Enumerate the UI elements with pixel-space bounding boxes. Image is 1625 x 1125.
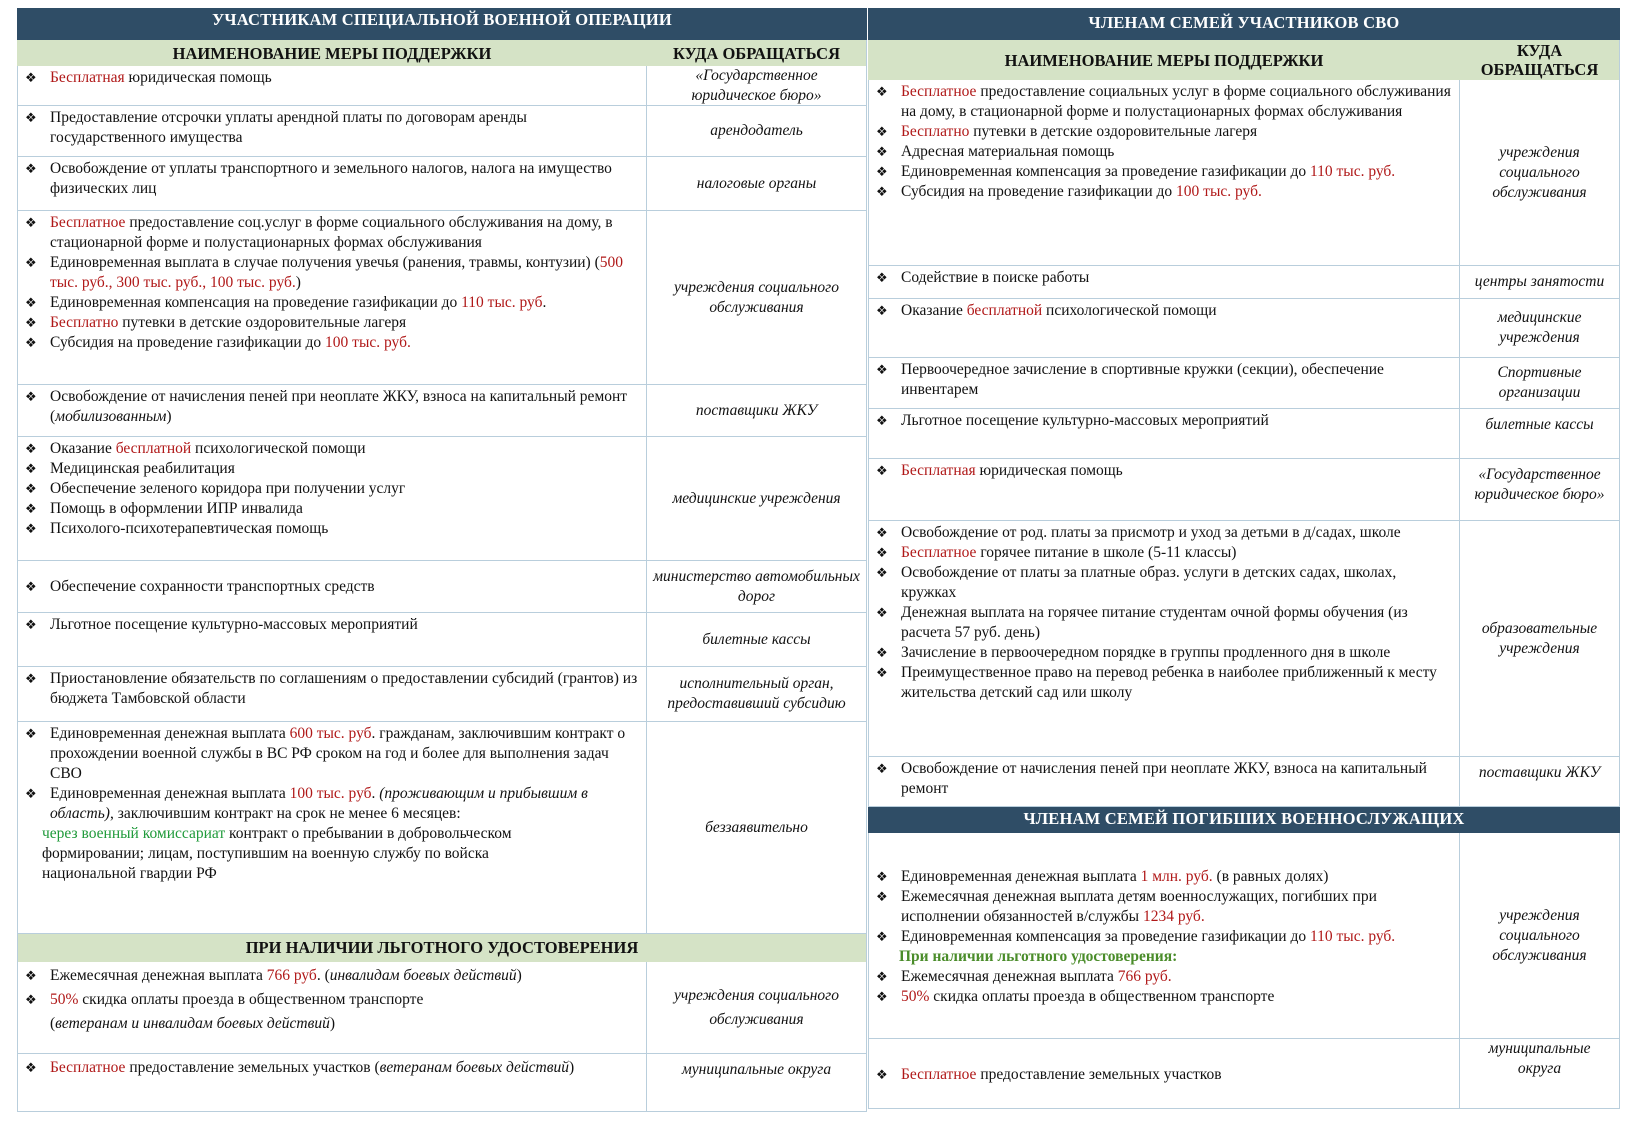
measure-text: Освобождение от уплаты транспортного и земельного налогов, налога на имущество физических лиц xyxy=(50,160,612,197)
text-span: 1 млн. руб. xyxy=(1140,868,1213,885)
list-item xyxy=(875,122,1453,142)
measure-cell xyxy=(17,561,647,612)
contact-cell: налоговые органы xyxy=(647,157,867,210)
measure-text: Освобождение от платы за платные образ. услуги в детских садах, школах, кружках xyxy=(901,564,1397,601)
list-item xyxy=(24,253,640,293)
list-item xyxy=(875,1065,1453,1085)
text-span: ветеранам боевых действий xyxy=(379,1059,569,1076)
text-span: 110 тыс. руб. xyxy=(1309,928,1396,945)
measure-text: Освобождение от начисления пеней при неоплате ЖКУ, взноса на капитальный ремонт xyxy=(901,760,1427,797)
contact-cell: билетные кассы xyxy=(1460,409,1620,458)
list-item xyxy=(875,360,1453,400)
measure-cell xyxy=(868,80,1460,265)
measure-text xyxy=(901,967,1453,987)
bullet-icon: ❖ xyxy=(25,578,37,594)
contact-cell: поставщики ЖКУ xyxy=(647,385,867,436)
bullet-icon: ❖ xyxy=(25,161,37,176)
text-span: горячее питание в школе (5-11 классы) xyxy=(976,544,1237,561)
list-item xyxy=(24,1014,640,1034)
contact-cell: медицинские учреждения xyxy=(647,437,867,560)
measure-text: Зачисление в первоочередном порядке в группы продленного дня в школе xyxy=(901,644,1391,661)
contact-cell: Спортивные организации xyxy=(1460,358,1620,408)
table-row xyxy=(868,358,1620,409)
bullet-icon: ❖ xyxy=(25,521,37,536)
measure-cell xyxy=(868,266,1460,298)
measure-text xyxy=(901,461,1453,481)
measure-text xyxy=(901,927,1453,947)
bullet-icon: ❖ xyxy=(25,70,37,85)
bullet-icon: ❖ xyxy=(876,124,888,139)
table-row xyxy=(17,157,867,211)
measure-text xyxy=(901,1065,1453,1085)
bullet-icon: ❖ xyxy=(876,84,888,99)
text-span: Ежемесячная денежная выплата xyxy=(50,967,267,984)
list-item xyxy=(875,947,1453,967)
measure-text xyxy=(901,887,1453,927)
contact-cell: билетные кассы xyxy=(647,613,867,666)
list-item xyxy=(24,159,640,199)
left-panel xyxy=(17,8,867,1112)
text-span: предоставление земельных участков xyxy=(976,1066,1222,1083)
measure-text: Льготное посещение культурно-массовых мероприятий xyxy=(901,412,1269,429)
bullet-icon: ❖ xyxy=(25,617,37,632)
measure-text xyxy=(901,162,1453,182)
measure-text xyxy=(50,253,640,293)
text-span: ) xyxy=(568,1059,575,1076)
measure-cell xyxy=(868,358,1460,408)
text-span: психологической помощи xyxy=(191,440,366,457)
text-span: Бесплатное xyxy=(50,214,126,231)
list-item xyxy=(24,990,640,1010)
measure-text: Психолого-психотерапевтическая помощь xyxy=(50,520,329,537)
bullet-icon: ❖ xyxy=(876,463,888,478)
bullet-spacer xyxy=(24,1014,50,1034)
list-item xyxy=(875,268,1453,288)
list-item xyxy=(24,213,640,253)
measure-cell xyxy=(17,722,647,933)
measure-cell xyxy=(868,409,1460,458)
text-span: . ( xyxy=(316,967,330,984)
text-span: . xyxy=(371,785,380,802)
bullet-icon: ❖ xyxy=(876,869,888,884)
list-item xyxy=(875,301,1453,321)
bullet-icon: ❖ xyxy=(876,665,888,680)
bullet-icon: ❖ xyxy=(25,441,37,456)
list-item xyxy=(875,887,1453,927)
list-item xyxy=(875,927,1453,947)
list-item xyxy=(24,615,640,635)
contact-cell: беззаявительно xyxy=(647,722,867,933)
text-span: 100 тыс. руб xyxy=(289,785,372,802)
right-banner-2: ЧЛЕНАМ СЕМЕЙ ПОГИБШИХ ВОЕННОСЛУЖАЩИХ xyxy=(868,807,1620,833)
measure-cell xyxy=(868,459,1460,520)
text-span: 1234 руб. xyxy=(1142,908,1205,925)
contact-cell: поставщики ЖКУ xyxy=(1460,757,1620,806)
text-span: Бесплатная xyxy=(50,69,125,86)
measure-text xyxy=(50,293,640,313)
measure-cell xyxy=(17,385,647,436)
bullet-icon: ❖ xyxy=(25,110,37,125)
bullet-icon: ❖ xyxy=(876,929,888,944)
measure-text: Содействие в поиске работы xyxy=(901,269,1090,286)
measure-text xyxy=(50,333,640,353)
text-span: Ежемесячная денежная выплата xyxy=(901,968,1118,985)
text-span: (в равных долях) xyxy=(1212,868,1329,885)
table-row xyxy=(17,106,867,157)
text-span: предоставление соц.услуг в форме социального обслуживания на дому, в стационарной форме и полустационарных формах обслуживания xyxy=(50,214,613,251)
text-span: ) xyxy=(516,967,522,984)
text-span: через военный комиссариат xyxy=(42,825,226,842)
measure-cell xyxy=(17,962,647,1053)
measure-text xyxy=(50,784,640,824)
measure-text xyxy=(901,82,1453,122)
list-item xyxy=(24,784,640,824)
contact-cell: муниципальные округа xyxy=(1460,1039,1620,1108)
list-item xyxy=(24,108,640,148)
bullet-icon: ❖ xyxy=(876,761,888,776)
bullet-icon: ❖ xyxy=(876,525,888,540)
table-row xyxy=(17,722,867,934)
text-span: Бесплатное xyxy=(901,1066,977,1083)
text-span: психологической помощи xyxy=(1042,302,1217,319)
list-item xyxy=(24,966,640,986)
bullet-icon: ❖ xyxy=(876,144,888,159)
text-span: контракт о пребывании в добровольческом формировании; лицам, поступившим на военную службу по войска национальной гвардии РФ xyxy=(42,825,512,882)
measure-text xyxy=(50,966,640,986)
left-subheader: ПРИ НАЛИЧИИ ЛЬГОТНОГО УДОСТОВЕРЕНИЯ xyxy=(17,934,867,962)
bullet-icon: ❖ xyxy=(876,270,888,285)
text-span: 50% xyxy=(50,991,79,1008)
measure-text: Обеспечение сохранности транспортных средств xyxy=(50,577,375,595)
text-span: Бесплатная xyxy=(901,462,976,479)
measure-text xyxy=(42,824,580,884)
list-item xyxy=(24,387,640,427)
bullet-icon: ❖ xyxy=(876,164,888,179)
bullet-icon: ❖ xyxy=(876,1067,888,1082)
list-item xyxy=(875,987,1453,1007)
text-span: Бесплатное xyxy=(50,1059,126,1076)
table-row xyxy=(17,962,867,1054)
bullet-icon: ❖ xyxy=(25,215,37,230)
table-row xyxy=(17,561,867,613)
table-row xyxy=(868,409,1620,459)
text-span: ) xyxy=(295,274,301,291)
measure-text xyxy=(50,439,640,459)
list-item xyxy=(875,867,1453,887)
measure-text xyxy=(901,543,1453,563)
measure-cell xyxy=(868,1039,1460,1108)
bullet-icon: ❖ xyxy=(25,315,37,330)
list-item xyxy=(875,523,1453,543)
bullet-icon: ❖ xyxy=(876,989,888,1004)
measure-text: При наличии льготного удостоверения: xyxy=(899,948,1178,965)
measure-text: Медицинская реабилитация xyxy=(50,460,235,477)
bullet-icon: ❖ xyxy=(25,295,37,310)
list-item xyxy=(875,603,1453,643)
text-span: . xyxy=(542,294,547,311)
bullet-icon: ❖ xyxy=(25,968,37,983)
table-row xyxy=(17,211,867,385)
contact-cell: муниципальные округа xyxy=(647,1054,867,1111)
text-span: скидка оплаты проезда в общественном транспорте xyxy=(78,991,424,1008)
measure-cell xyxy=(868,521,1460,756)
list-item xyxy=(24,293,640,313)
text-span: (проживающим и прибывшим в область) xyxy=(50,785,588,822)
measure-text xyxy=(50,1058,640,1078)
list-item xyxy=(24,499,640,519)
measure-text xyxy=(901,867,1453,887)
bullet-icon: ❖ xyxy=(25,255,37,270)
table-row xyxy=(868,521,1620,757)
text-span: Оказание xyxy=(50,440,116,457)
list-item xyxy=(875,411,1453,431)
text-span: , заключившим контракт на срок не менее 6 месяцев: xyxy=(109,805,461,822)
text-span: Бесплатно xyxy=(50,314,119,331)
text-span: 500 тыс. руб., 300 тыс. руб., 100 тыс. руб. xyxy=(50,254,624,291)
measure-cell xyxy=(17,66,647,105)
bullet-icon: ❖ xyxy=(25,786,37,801)
text-span: предоставление социальных услуг в форме социального обслуживания на дому, в стационарной форме и полустационарных формах обслуживания xyxy=(901,83,1451,120)
text-span: юридическая помощь xyxy=(975,462,1123,479)
bullet-icon: ❖ xyxy=(25,481,37,496)
measure-text: Предоставление отсрочки уплаты арендной платы по договорам аренды государственного имущества xyxy=(50,109,527,146)
measure-text xyxy=(901,182,1453,202)
measure-cell xyxy=(17,667,647,721)
bullet-icon: ❖ xyxy=(876,303,888,318)
text-span: предоставление земельных участков ( xyxy=(125,1059,380,1076)
list-item xyxy=(875,82,1453,122)
table-row xyxy=(868,459,1620,521)
bullet-icon: ❖ xyxy=(876,545,888,560)
right-header xyxy=(868,40,1620,80)
list-item xyxy=(24,724,640,784)
bullet-icon: ❖ xyxy=(25,335,37,350)
table-row xyxy=(17,385,867,437)
measure-text xyxy=(901,301,1453,321)
contact-cell: центры занятости xyxy=(1460,266,1620,298)
right-col-measure: НАИМЕНОВАНИЕ МЕРЫ ПОДДЕРЖКИ xyxy=(1004,50,1324,70)
list-item xyxy=(875,162,1453,182)
measure-cell xyxy=(868,833,1460,1038)
text-span: 766 руб. xyxy=(1117,968,1172,985)
left-col-where: КУДА ОБРАЩАТЬСЯ xyxy=(647,40,867,66)
measure-text: Обеспечение зеленого коридора при получении услуг xyxy=(50,480,406,497)
measure-cell xyxy=(17,157,647,210)
text-span: Субсидия на проведение газификации до xyxy=(50,334,326,351)
measure-text xyxy=(901,122,1453,142)
text-span: Единовременная денежная выплата xyxy=(50,725,290,742)
list-item xyxy=(24,479,640,499)
text-span: ветеранам и инвалидам боевых действий xyxy=(55,1015,330,1032)
list-item xyxy=(24,824,640,884)
list-item xyxy=(24,68,640,88)
list-item xyxy=(24,577,375,597)
contact-cell: учреждения социального обслуживания xyxy=(1460,80,1620,265)
bullet-icon: ❖ xyxy=(25,671,37,686)
text-span: 110 тыс. руб. xyxy=(1309,163,1396,180)
table-row xyxy=(17,667,867,722)
measure-cell xyxy=(868,757,1460,806)
bullet-icon: ❖ xyxy=(876,184,888,199)
list-item xyxy=(875,182,1453,202)
contact-cell: «Государственное юридическое бюро» xyxy=(647,66,867,105)
list-item xyxy=(875,461,1453,481)
measure-cell xyxy=(17,211,647,384)
text-span: Единовременная компенсация за проведение газификации до xyxy=(901,163,1310,180)
measure-text: Приостановление обязательств по соглашениям о предоставлении субсидий (грантов) из бюджета Тамбовской области xyxy=(50,670,638,707)
table-row xyxy=(868,757,1620,807)
bullet-icon: ❖ xyxy=(876,645,888,660)
text-span: Оказание xyxy=(901,302,967,319)
measure-text xyxy=(50,724,640,784)
text-span: Ежемесячная денежная выплата детям военнослужащих, погибших при исполнении обязанностей в/службы xyxy=(901,888,1377,925)
right-banner: ЧЛЕНАМ СЕМЕЙ УЧАСТНИКОВ СВО xyxy=(868,8,1620,40)
text-span: мобилизованным xyxy=(55,408,167,425)
text-span: 766 руб xyxy=(266,967,317,984)
list-item xyxy=(875,759,1453,799)
text-span: путевки в детские оздоровительные лагеря xyxy=(118,314,407,331)
measure-text: Денежная выплата на горячее питание студентам очной формы обучения (из расчета 57 руб. день) xyxy=(901,604,1408,641)
text-span: 100 тыс. руб. xyxy=(1176,183,1262,200)
text-span: Субсидия на проведение газификации до xyxy=(901,183,1177,200)
contact-cell: исполнительный орган, предоставивший субсидию xyxy=(647,667,867,721)
list-item xyxy=(875,643,1453,663)
bullet-icon: ❖ xyxy=(25,992,37,1007)
table-row xyxy=(868,299,1620,358)
text-span: Бесплатное xyxy=(901,83,977,100)
bullet-icon: ❖ xyxy=(25,389,37,404)
text-span: бесплатной xyxy=(115,440,192,457)
text-span: Единовременная выплата в случае получения увечья (ранения, травмы, контузии) ( xyxy=(50,254,600,271)
left-header xyxy=(17,40,867,66)
contact-cell: учреждения социального обслуживания xyxy=(647,211,867,384)
contact-cell: учреждения социального обслуживания xyxy=(1460,833,1620,1038)
measure-text xyxy=(901,987,1453,1007)
measure-text: (ветеранам и инвалидам боевых действий) xyxy=(50,1015,335,1032)
bullet-icon: ❖ xyxy=(876,969,888,984)
contact-cell: министерство автомобильных дорог xyxy=(647,561,867,612)
left-col-measure: НАИМЕНОВАНИЕ МЕРЫ ПОДДЕРЖКИ xyxy=(172,43,492,63)
text-span: Единовременная денежная выплата xyxy=(50,785,290,802)
list-item xyxy=(24,313,640,333)
measure-cell xyxy=(17,1054,647,1111)
bullet-icon: ❖ xyxy=(876,565,888,580)
bullet-icon: ❖ xyxy=(25,501,37,516)
right-panel xyxy=(868,8,1620,1109)
measure-text xyxy=(50,387,640,427)
table-row xyxy=(17,1054,867,1112)
measure-text: Адресная материальная помощь xyxy=(901,143,1115,160)
text-span: Бесплатно xyxy=(901,123,970,140)
text-span: Единовременная компенсация за проведение газификации до xyxy=(901,928,1310,945)
contact-cell: медицинские учреждения xyxy=(1460,299,1620,357)
text-span: бесплатной xyxy=(966,302,1043,319)
text-span: Освобождение от начисления пеней при неоплате ЖКУ, взноса на капитальный ремонт ( xyxy=(50,388,628,425)
measure-cell xyxy=(17,106,647,156)
contact-cell: учреждения социального обслуживания xyxy=(647,962,867,1053)
bullet-icon: ❖ xyxy=(876,362,888,377)
table-row xyxy=(868,80,1620,266)
bullet-icon: ❖ xyxy=(876,413,888,428)
measure-text: Помощь в оформлении ИПР инвалида xyxy=(50,500,303,517)
text-span: . гражданам, заключившим контракт о прохождении военной службы в ВС РФ сроком на год и более для выполнения задач СВО xyxy=(50,725,626,782)
table-row xyxy=(17,613,867,667)
measure-cell xyxy=(17,613,647,666)
bullet-icon: ❖ xyxy=(876,605,888,620)
list-item xyxy=(875,142,1453,162)
text-span: 600 тыс. руб xyxy=(289,725,372,742)
list-item xyxy=(875,663,1453,703)
table-row xyxy=(868,266,1620,299)
list-item xyxy=(875,543,1453,563)
text-span: Единовременная компенсация на проведение газификации до xyxy=(50,294,462,311)
table-row xyxy=(868,1039,1620,1109)
contact-cell: арендодатель xyxy=(647,106,867,156)
list-item xyxy=(24,669,640,709)
contact-cell: «Государственное юридическое бюро» xyxy=(1460,459,1620,520)
measure-text xyxy=(50,68,640,88)
measure-text: Первоочередное зачисление в спортивные кружки (секции), обеспечение инвентарем xyxy=(901,361,1384,398)
bullet-icon: ❖ xyxy=(25,726,37,741)
bullet-icon: ❖ xyxy=(25,1060,37,1075)
list-item xyxy=(875,967,1453,987)
contact-cell: образовательные учреждения xyxy=(1460,521,1620,756)
measure-text: Преимущественное право на перевод ребенка в наиболее приближенный к месту жительства детский сад или школу xyxy=(901,664,1437,701)
table-row xyxy=(17,66,867,106)
bullet-icon: ❖ xyxy=(876,889,888,904)
list-item xyxy=(24,333,640,353)
measure-text xyxy=(50,313,640,333)
measure-text xyxy=(50,990,640,1010)
text-span: 100 тыс. руб. xyxy=(325,334,411,351)
text-span: юридическая помощь xyxy=(124,69,272,86)
text-span: ) xyxy=(166,408,172,425)
text-span: Бесплатное xyxy=(901,544,977,561)
list-item xyxy=(24,459,640,479)
measure-cell xyxy=(868,299,1460,357)
text-span: 50% xyxy=(901,988,930,1005)
bullet-icon: ❖ xyxy=(25,461,37,476)
text-span: Единовременная денежная выплата xyxy=(901,868,1141,885)
right-col-where: КУДА ОБРАЩАТЬСЯ xyxy=(1460,40,1620,80)
measure-text: Освобождение от род. платы за присмотр и уход за детьми в д/садах, школе xyxy=(901,524,1401,541)
text-span: 110 тыс. руб xyxy=(461,294,543,311)
list-item xyxy=(875,563,1453,603)
table-row xyxy=(17,437,867,561)
list-item xyxy=(24,1058,640,1078)
text-span: скидка оплаты проезда в общественном транспорте xyxy=(929,988,1275,1005)
measure-text: Льготное посещение культурно-массовых мероприятий xyxy=(50,616,418,633)
measure-cell xyxy=(17,437,647,560)
text-span: инвалидам боевых действий xyxy=(329,967,517,984)
text-span: путевки в детские оздоровительные лагеря xyxy=(969,123,1258,140)
table-row xyxy=(868,833,1620,1039)
list-item xyxy=(24,439,640,459)
list-item xyxy=(24,519,640,539)
left-banner: УЧАСТНИКАМ СПЕЦИАЛЬНОЙ ВОЕННОЙ ОПЕРАЦИИ xyxy=(17,8,867,40)
measure-text xyxy=(50,213,640,253)
